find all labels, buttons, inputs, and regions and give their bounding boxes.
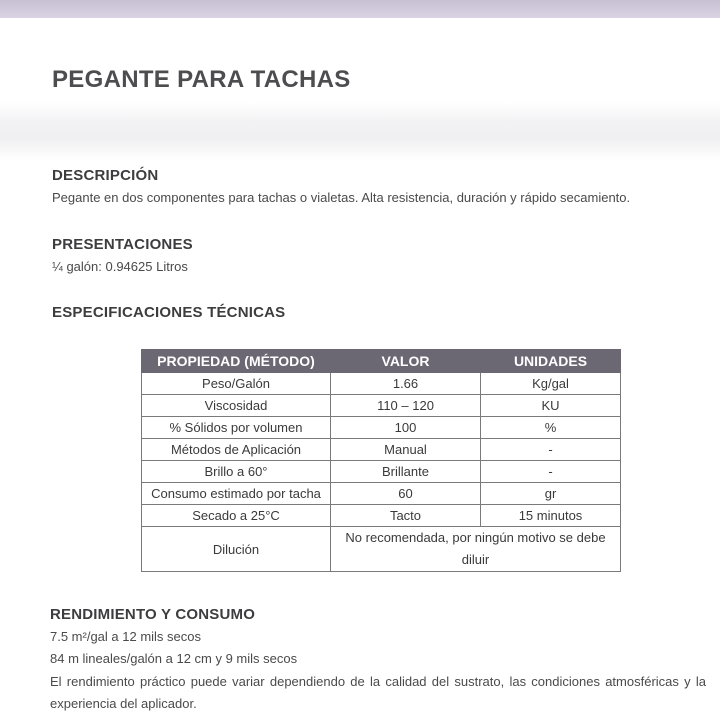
table-row — [142, 483, 621, 505]
presentaciones-heading: PRESENTACIONES — [52, 236, 193, 253]
table-row — [142, 417, 621, 439]
cell-valor: Manual — [331, 439, 481, 461]
descripcion-heading: DESCRIPCIÓN — [52, 167, 159, 184]
rendimiento-line-2: 84 m lineales/galón a 12 cm y 9 mils secos — [50, 651, 298, 666]
cell-dilucion-valor: No recomendada, por ningún motivo se debe diluir — [331, 527, 621, 572]
cell-dilucion-propiedad: Dilución — [142, 527, 331, 572]
cell-unidades: - — [481, 439, 621, 461]
specs-table — [141, 349, 621, 572]
cell-valor: Brillante — [331, 461, 481, 483]
rendimiento-heading: RENDIMIENTO Y CONSUMO — [50, 606, 256, 623]
cell-valor: 60 — [331, 483, 481, 505]
table-row-dilucion — [142, 527, 621, 572]
presentaciones-text: ¼ galón: 0.94625 Litros — [52, 259, 188, 274]
cell-unidades: - — [481, 461, 621, 483]
cell-valor: 100 — [331, 417, 481, 439]
cell-unidades: 15 minutos — [481, 505, 621, 527]
rendimiento-line-3: El rendimiento práctico puede variar dependiendo de la calidad del sustrato, las condiciones atmosféricas y la experiencia del aplicador. — [50, 674, 706, 711]
especificaciones-heading: ESPECIFICACIONES TÉCNICAS — [52, 304, 286, 321]
table-row — [142, 395, 621, 417]
cell-propiedad: Consumo estimado por tacha — [142, 483, 331, 505]
table-header-row — [142, 350, 621, 373]
cell-propiedad: % Sólidos por volumen — [142, 417, 331, 439]
table-row — [142, 373, 621, 395]
cell-propiedad: Viscosidad — [142, 395, 331, 417]
header-shade — [0, 102, 720, 160]
header-unidades: UNIDADES — [481, 350, 621, 373]
cell-propiedad: Peso/Galón — [142, 373, 331, 395]
table-row — [142, 439, 621, 461]
cell-propiedad: Secado a 25°C — [142, 505, 331, 527]
page-title: PEGANTE PARA TACHAS — [52, 66, 351, 93]
cell-propiedad: Brillo a 60° — [142, 461, 331, 483]
cell-unidades: Kg/gal — [481, 373, 621, 395]
rendimiento-line-1: 7.5 m²/gal a 12 mils secos — [50, 629, 202, 644]
header-valor: VALOR — [331, 350, 481, 373]
cell-unidades: % — [481, 417, 621, 439]
header-propiedad: PROPIEDAD (MÉTODO) — [142, 350, 331, 373]
table-row — [142, 505, 621, 527]
cell-valor: 110 – 120 — [331, 395, 481, 417]
cell-propiedad: Métodos de Aplicación — [142, 439, 331, 461]
table-row — [142, 461, 621, 483]
cell-unidades: KU — [481, 395, 621, 417]
descripcion-text: Pegante en dos componentes para tachas o vialetas. Alta resistencia, duración y rápido secamiento. — [52, 190, 631, 205]
top-color-band — [0, 0, 720, 18]
cell-valor: 1.66 — [331, 373, 481, 395]
cell-unidades: gr — [481, 483, 621, 505]
cell-valor: Tacto — [331, 505, 481, 527]
